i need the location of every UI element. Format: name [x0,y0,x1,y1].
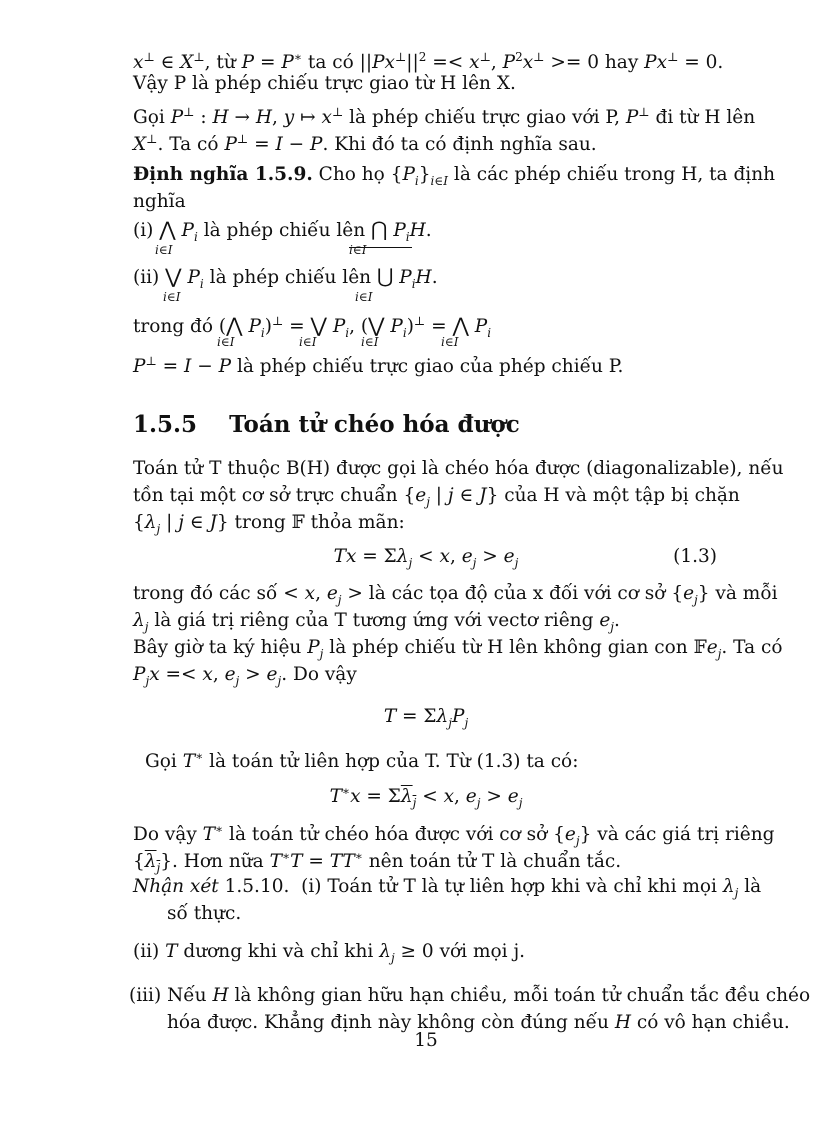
text-line: tồn tại một cơ sở trực chuẩn {$e_j$ | j ∈ J} của H và một tập bị chặn [133,485,740,509]
text-line: nghĩa [133,191,186,212]
item-text: là phép chiếu lên [209,267,372,288]
text-line: Bây giờ ta ký hiệu $P_j$ là phép chiếu từ H lên không gian con 𝔽e$_j$. Ta có [133,637,783,661]
text-line: Vậy P là phép chiếu trực giao từ H lên X. [133,73,516,94]
text-line: $\{\lambda_j\}$. Hơn nữa T∗T = TT∗ nên toán tử T là chuẩn tắc. [133,849,622,875]
text-line: Toán tử T thuộc B(H) được gọi là chéo hóa được (diagonalizable), nếu [133,458,784,479]
text-line: Gọi T∗ là toán tử liên hợp của T. Từ (1.3) ta có: [145,749,579,772]
text-line: $P_jx =< x$, $e_j > e_j$. Do vậy [133,664,357,688]
remark-item-ii: (ii) T dương khi và chỉ khi $\lambda_j \ge 0$ với mọi j. [133,941,526,965]
text-line: P⊥ = I − P là phép chiếu trực giao của phép chiếu P. [133,354,624,377]
text-line: trong đó các số < x, $e_j$ > là các tọa độ của x đối với cơ sở $\{e_j\}$ và mỗi [133,583,778,607]
remark-heading: Nhận xét [133,876,219,897]
section-heading: 1.5.5 Toán tử chéo hóa được [133,411,520,438]
item-label: (i) [133,220,154,241]
text-line: $\lambda_j$ là giá trị riêng của T tương ứng với vectơ riêng $e_j$. [133,610,620,634]
definition-item-i: (i) ⋀ $P_i$ là phép chiếu lên ⋂ $P_iH$. [133,217,432,244]
definition-line: Định nghĩa 1.5.9. Cho họ $\{P_i\}_{i\in I}$ là các phép chiếu trong H, ta định [133,164,776,188]
equation-number: (1.3) [673,546,717,567]
definition-item-ii: (ii) ⋁ $P_i$ là phép chiếu lên ⋃ $P_iH$. [133,264,438,291]
text-line: Gọi P⊥ : H → H, y ↦ x⊥ là phép chiếu trực giao với P, P⊥ đi từ H lên [133,105,756,128]
text-line: {$\lambda_j$ | j ∈ J} trong 𝔽 thỏa mãn: [133,512,405,536]
equation-1-3: $Tx = \Sigma\lambda_j < x$, $e_j > e_j$ [333,546,519,570]
page-number: 15 [414,1030,438,1051]
item-text: là phép chiếu lên [203,220,366,241]
definition-where: trong đó (⋀ $P_i)^\perp$ = ⋁ $P_i$, (⋁ $P_i)^\perp$ = ⋀ $P_i$ [133,313,492,340]
equation-adjoint: $T^∗x = \Sigma\lambda_j < x$, $e_j > e_j$ [329,784,523,810]
text-line: Do vậy T∗ là toán tử chéo hóa được với cơ sở $\{e_j\}$ và các giá trị riêng [133,822,775,848]
definition-heading: Định nghĩa 1.5.9. [133,164,313,185]
text-line: số thực. [167,903,242,924]
item-label: (ii) [133,267,160,288]
text-line: x⊥ ∈ X⊥, từ P = P∗ ta có $||Px^\perp||^2 =< x^\perp$, $P^2x^\perp >= 0$ hay Px⊥ = 0. [133,50,724,73]
equation-t: $T = \Sigma\lambda_jP_j$ [383,706,469,730]
remark-item-iii: (iii) Nếu H là không gian hữu hạn chiều, mỗi toán tử chuẩn tắc đều chéo [129,985,811,1006]
text-line: hóa được. Khẳng định này không còn đúng nếu H có vô hạn chiều. [167,1012,790,1033]
text-line: X⊥. Ta có P⊥ = I − P. Khi đó ta có định nghĩa sau. [133,132,597,155]
remark-line: Nhận xét 1.5.10. (i) Toán tử T là tự liên hợp khi và chỉ khi mọi $\lambda_j$ là [133,876,762,900]
